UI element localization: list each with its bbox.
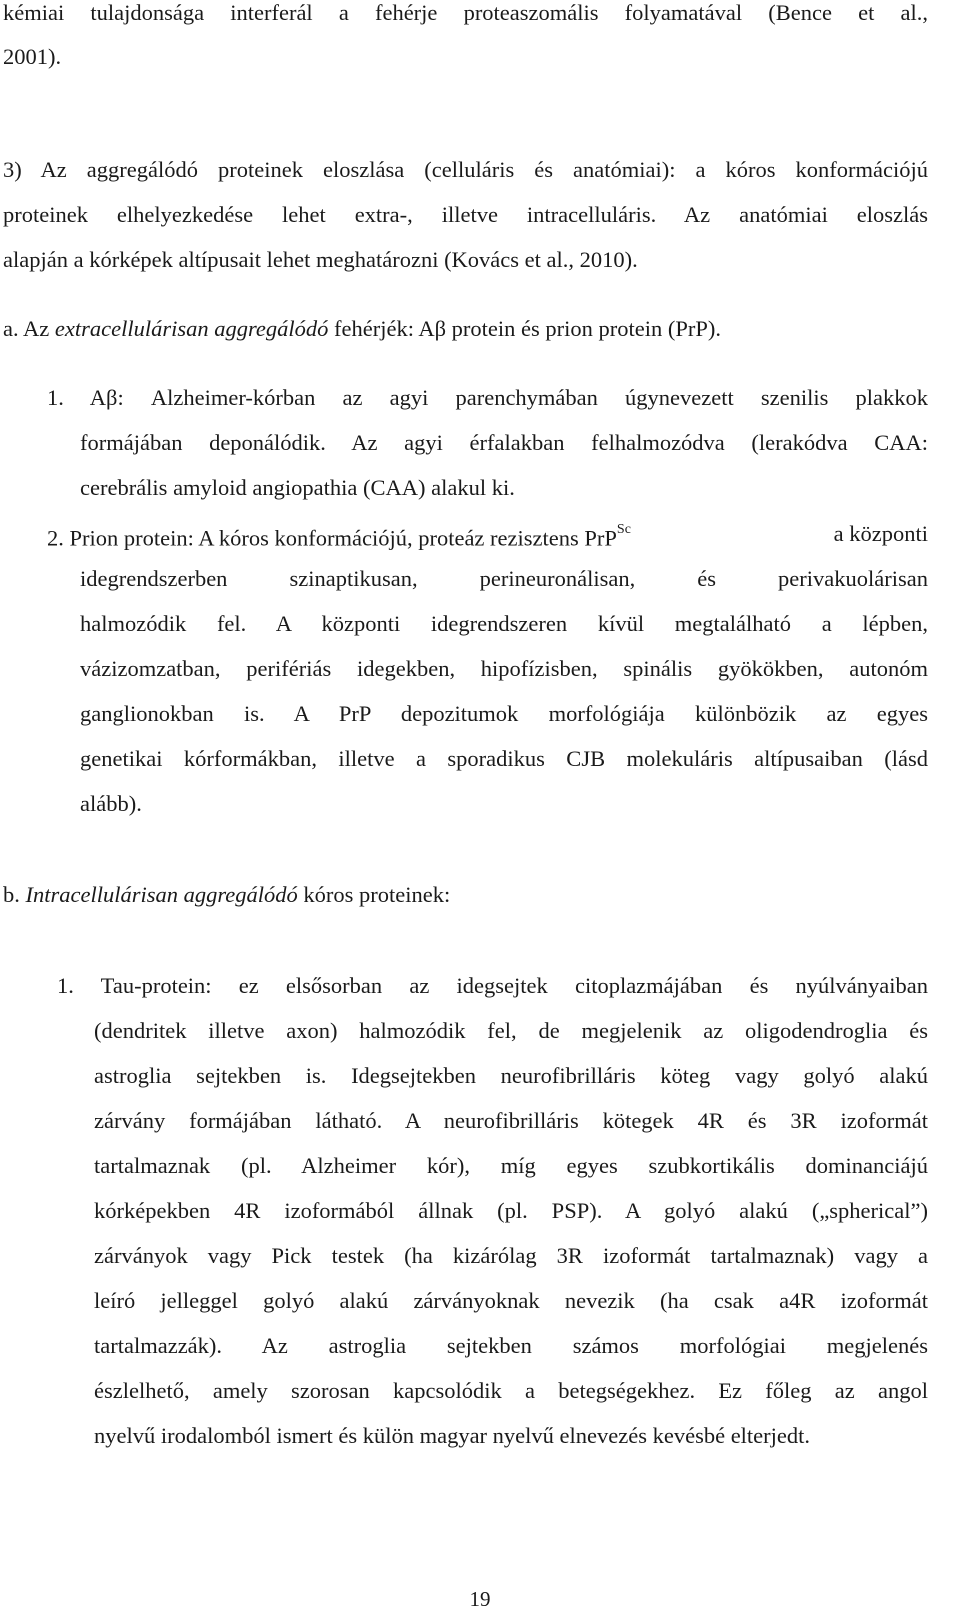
item-b1-line-7: [0, 1233, 960, 1279]
item-b1-text-1: 1. Tau-protein: ez elsősorban az idegsejtek citoplazmájában és nyúlványaiban: [57, 973, 928, 998]
item-b1-line-11: [0, 1413, 960, 1459]
item-a2-line-7: [0, 781, 960, 827]
section-b-suffix: kóros proteinek:: [297, 882, 451, 907]
item-a2-text-4: vázizomzatban, perifériás idegekben, hipofízisben, spinális gyökökben, autonóm: [80, 656, 928, 681]
item-a1-line-1: [0, 375, 960, 421]
point3-line-2: [0, 192, 960, 238]
item-b1-line-6: [0, 1188, 960, 1234]
item-a2-text-6: genetikai kórformákban, illetve a sporadikus CJB molekuláris altípusaiban (lásd: [80, 746, 928, 771]
item-a2-text-5: ganglionokban is. A PrP depozitumok morfológiája különbözik az egyes: [80, 701, 928, 726]
item-b1-text-6: kórképekben 4R izoformából állnak (pl. PSP). A golyó alakú („spherical”): [94, 1198, 928, 1223]
item-b1-line-4: [0, 1098, 960, 1144]
item-a2-line-3: [0, 601, 960, 647]
item-b1-line-3: [0, 1053, 960, 1099]
point3-text-2: proteinek elhelyezkedése lehet extra-, illetve intracelluláris. Az anatómiai eloszlás: [3, 202, 928, 227]
section-b-text: [3, 872, 450, 918]
item-a2-line-4: [0, 646, 960, 692]
intro-text-1: kémiai tulajdonsága interferál a fehérje proteaszomális folyamatával (Bence et al.,: [3, 0, 928, 25]
item-b1-text-4: zárvány formájában látható. A neurofibrilláris kötegek 4R és 3R izoformát: [94, 1108, 928, 1133]
section-a-suffix: fehérjék: Aβ protein és prion protein (PrP).: [328, 316, 721, 341]
item-b1-line-5: [0, 1143, 960, 1189]
section-b-italic: Intracellulárisan aggregálódó: [25, 882, 298, 907]
superscript-sc: Sc: [616, 522, 631, 537]
item-b1-text-10: észlelhető, amely szorosan kapcsolódik a betegségekhez. Ez főleg az angol: [94, 1378, 928, 1403]
section-a-prefix: a. Az: [3, 316, 55, 341]
item-a1-text-2: formájában deponálódik. Az agyi érfalakban felhalmozódva (lerakódva CAA:: [80, 430, 928, 455]
item-b1-text-2: (dendritek illetve axon) halmozódik fel, de megjelenik az oligodendroglia és: [94, 1018, 928, 1043]
item-a2-text-1: [47, 511, 631, 562]
item-b1-line-2: [0, 1008, 960, 1054]
item-a2-text-7: alább).: [80, 791, 142, 816]
item-a2-text-2: idegrendszerben szinaptikusan, perineuronálisan, és perivakuolárisan: [80, 566, 928, 591]
item-b1-text-8: leíró jelleggel golyó alakú zárványoknak nevezik (ha csak a4R izoformát: [94, 1288, 928, 1313]
item-b1-text-7: zárványok vagy Pick testek (ha kizárólag 3R izoformát tartalmaznak) vagy a: [94, 1243, 928, 1268]
intro-line-2: [0, 34, 960, 80]
item-a1-line-3: [0, 465, 960, 511]
item-a2-text-1-pre: 2. Prion protein: A kóros konformációjú, proteáz rezisztens PrP: [47, 525, 617, 551]
item-b1-text-5: tartalmaznak (pl. Alzheimer kór), míg egyes szubkortikális dominanciájú: [94, 1153, 928, 1178]
item-a2-line-2: [0, 556, 960, 602]
item-b1-line-10: [0, 1368, 960, 1414]
item-b1-line-8: [0, 1278, 960, 1324]
item-b1-line-1: [0, 963, 960, 1009]
item-a2-line-5: [0, 691, 960, 737]
item-b1-text-9: tartalmazzák). Az astroglia sejtekben számos morfológiai megjelenés: [94, 1333, 928, 1358]
page-number: 19: [469, 1587, 491, 1611]
item-a2-text-3: halmozódik fel. A központi idegrendszeren kívül megtalálható a lépben,: [80, 611, 928, 636]
item-b1-text-3: astroglia sejtekben is. Idegsejtekben neurofibrilláris köteg vagy golyó alakú: [94, 1063, 928, 1088]
item-a2-line-1: [0, 511, 960, 557]
section-b-prefix: b.: [3, 882, 26, 907]
item-a1-line-2: [0, 420, 960, 466]
intro-text-2: 2001).: [3, 44, 62, 69]
item-a2-text-1-post: a központi: [833, 521, 928, 546]
intro-line-1: [0, 0, 960, 36]
section-b-heading: [0, 872, 960, 918]
item-a2-line-6: [0, 736, 960, 782]
section-a-italic: extracellulárisan aggregálódó: [54, 316, 329, 341]
point3-text-3: alapján a kórképek altípusait lehet meghatározni (Kovács et al., 2010).: [3, 247, 638, 272]
item-b1-line-9: [0, 1323, 960, 1369]
section-a-text: [3, 306, 721, 352]
item-a1-text-1: 1. Aβ: Alzheimer-kórban az agyi parenchymában úgynevezett szenilis plakkok: [47, 385, 928, 410]
item-b1-text-11: nyelvű irodalomból ismert és külön magyar nyelvű elnevezés kevésbé elterjedt.: [94, 1423, 811, 1448]
item-a1-text-3: cerebrális amyloid angiopathia (CAA) alakul ki.: [80, 475, 515, 500]
point3-line-3: [0, 237, 960, 283]
point3-text-1: 3) Az aggregálódó proteinek eloszlása (celluláris és anatómiai): a kóros konformációjú: [3, 157, 928, 182]
section-a-heading: [0, 306, 960, 352]
point3-line-1: [0, 147, 960, 193]
